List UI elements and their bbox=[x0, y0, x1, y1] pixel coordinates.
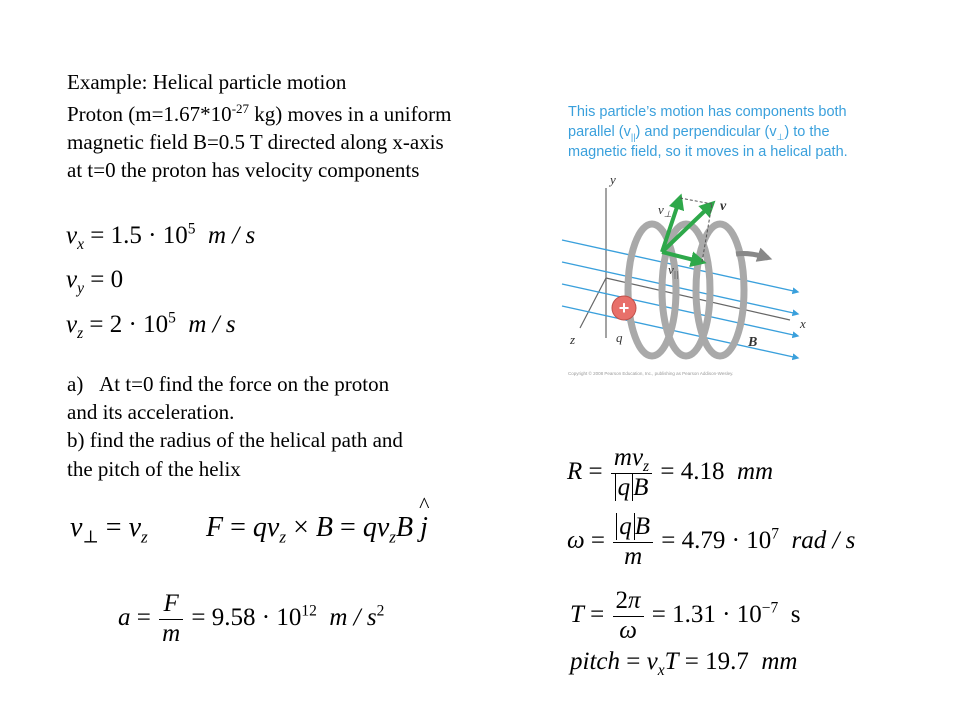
omega-unit: rad / s bbox=[791, 526, 856, 554]
mass-exponent: -27 bbox=[231, 101, 250, 116]
equation-vperp: $v_\perp = v_z$ bbox=[70, 512, 148, 547]
vz-unit: m / s bbox=[188, 311, 236, 338]
omega-exponent: 7 bbox=[771, 525, 779, 543]
question-a-continued: and its acceleration. bbox=[67, 400, 235, 424]
caption-sub-parallel: || bbox=[630, 131, 636, 142]
radius-value: 4.18 bbox=[680, 457, 725, 485]
accel-base: 10 bbox=[276, 603, 302, 631]
field-label: B bbox=[748, 335, 758, 350]
vy-value: 0 bbox=[110, 266, 124, 293]
period-exponent: −7 bbox=[761, 599, 779, 617]
vz-exponent: 5 bbox=[168, 309, 176, 327]
v-label: v bbox=[720, 199, 727, 214]
vz-mantissa: 2 bbox=[109, 311, 123, 338]
mass-text-a: Proton (m=1.67*10 bbox=[67, 102, 232, 126]
mass-text-b: kg) moves in a uniform bbox=[249, 102, 452, 126]
problem-line-mass bbox=[67, 101, 451, 127]
v-perp-label: $v_\perp$ bbox=[658, 202, 672, 219]
equation-force: $F = qv_z \times B = qv_zB$ j ^ bbox=[206, 492, 430, 547]
caption-sub-perp: ⊥ bbox=[776, 131, 785, 142]
equation-vx: $v_x = 1.5 \cdot 10^5$ m / s bbox=[66, 220, 256, 253]
helix-figure bbox=[560, 168, 860, 380]
charge-label: q bbox=[616, 330, 623, 345]
omega-value: 4.79 bbox=[681, 526, 726, 554]
accel-unit: m / s bbox=[329, 603, 377, 631]
question-a-label: a) bbox=[67, 372, 84, 396]
equation-vy: $v_y = 0$ bbox=[66, 266, 124, 297]
equation-acceleration: a = $\frac{F}{m}$ = $9.58 \cdot 10^{12}$ m / $s^2$ bbox=[118, 590, 385, 647]
equation-omega: ω = $\frac{\text{q B}}{m}$ = $4.79 \cdot 10^7$ rad / s bbox=[567, 513, 856, 570]
pitch-word: pitch bbox=[570, 648, 620, 675]
problem-line-velocity: at t=0 the proton has velocity components bbox=[67, 158, 420, 182]
v-parallel-label: $v_{||}$ bbox=[668, 262, 679, 279]
period-unit: s bbox=[790, 600, 801, 628]
caption-line-1: This particle’s motion has components both bbox=[568, 104, 847, 120]
pitch-unit: mm bbox=[761, 648, 798, 675]
question-b: b) find the radius of the helical path and bbox=[67, 428, 403, 452]
vx-mantissa: 1.5 bbox=[110, 222, 142, 249]
vz-base: 10 bbox=[143, 311, 169, 338]
period-base: 10 bbox=[736, 600, 762, 628]
caption-line-3: magnetic field, so it moves in a helical path. bbox=[568, 144, 848, 160]
question-b-continued: the pitch of the helix bbox=[67, 457, 241, 481]
equation-vz: $v_z = 2 \cdot 10^5$ m / s bbox=[66, 309, 236, 342]
question-a bbox=[67, 371, 389, 397]
accel-exponent: 12 bbox=[301, 602, 317, 620]
example-title: Example: Helical particle motion bbox=[67, 70, 347, 94]
period-value: 1.31 bbox=[672, 600, 716, 628]
z-axis bbox=[580, 278, 606, 328]
x-label: x bbox=[800, 316, 806, 331]
copyright-note: Copyright © 2008 Pearson Education, Inc., publishing as Pearson Addison-Wesley. bbox=[568, 371, 734, 376]
figure-caption bbox=[568, 102, 848, 162]
accel-value: 9.58 bbox=[211, 603, 256, 631]
caption-line-2: parallel $(v_{||})$ and perpendicular $(v_\perp)$ to the bbox=[568, 124, 830, 142]
vx-exponent: 5 bbox=[187, 220, 196, 238]
y-label: y bbox=[610, 172, 616, 187]
pitch-value: 19.7 bbox=[705, 648, 749, 675]
accel-unit-exponent: 2 bbox=[376, 602, 385, 620]
equation-radius: R = $\frac{mv_z}{\text{q B}}$ = 4.18 mm bbox=[567, 444, 774, 501]
radius-unit: mm bbox=[736, 457, 774, 485]
z-label: z bbox=[570, 332, 576, 347]
problem-line-field: magnetic field B=0.5 T directed along x-axis bbox=[67, 130, 444, 154]
equation-pitch: pitch = $v_xT = 19.7$ mm bbox=[570, 648, 798, 679]
vx-base: 10 bbox=[162, 222, 188, 249]
question-a-text: At t=0 find the force on the proton bbox=[99, 372, 390, 396]
vx-unit: m / s bbox=[207, 222, 256, 249]
equation-period: T = $\frac{2\pi}{\omega}$ = $1.31 \cdot 10^{-7}$ s bbox=[570, 587, 801, 644]
plus-sign: + bbox=[618, 298, 630, 318]
omega-base: 10 bbox=[746, 526, 772, 554]
